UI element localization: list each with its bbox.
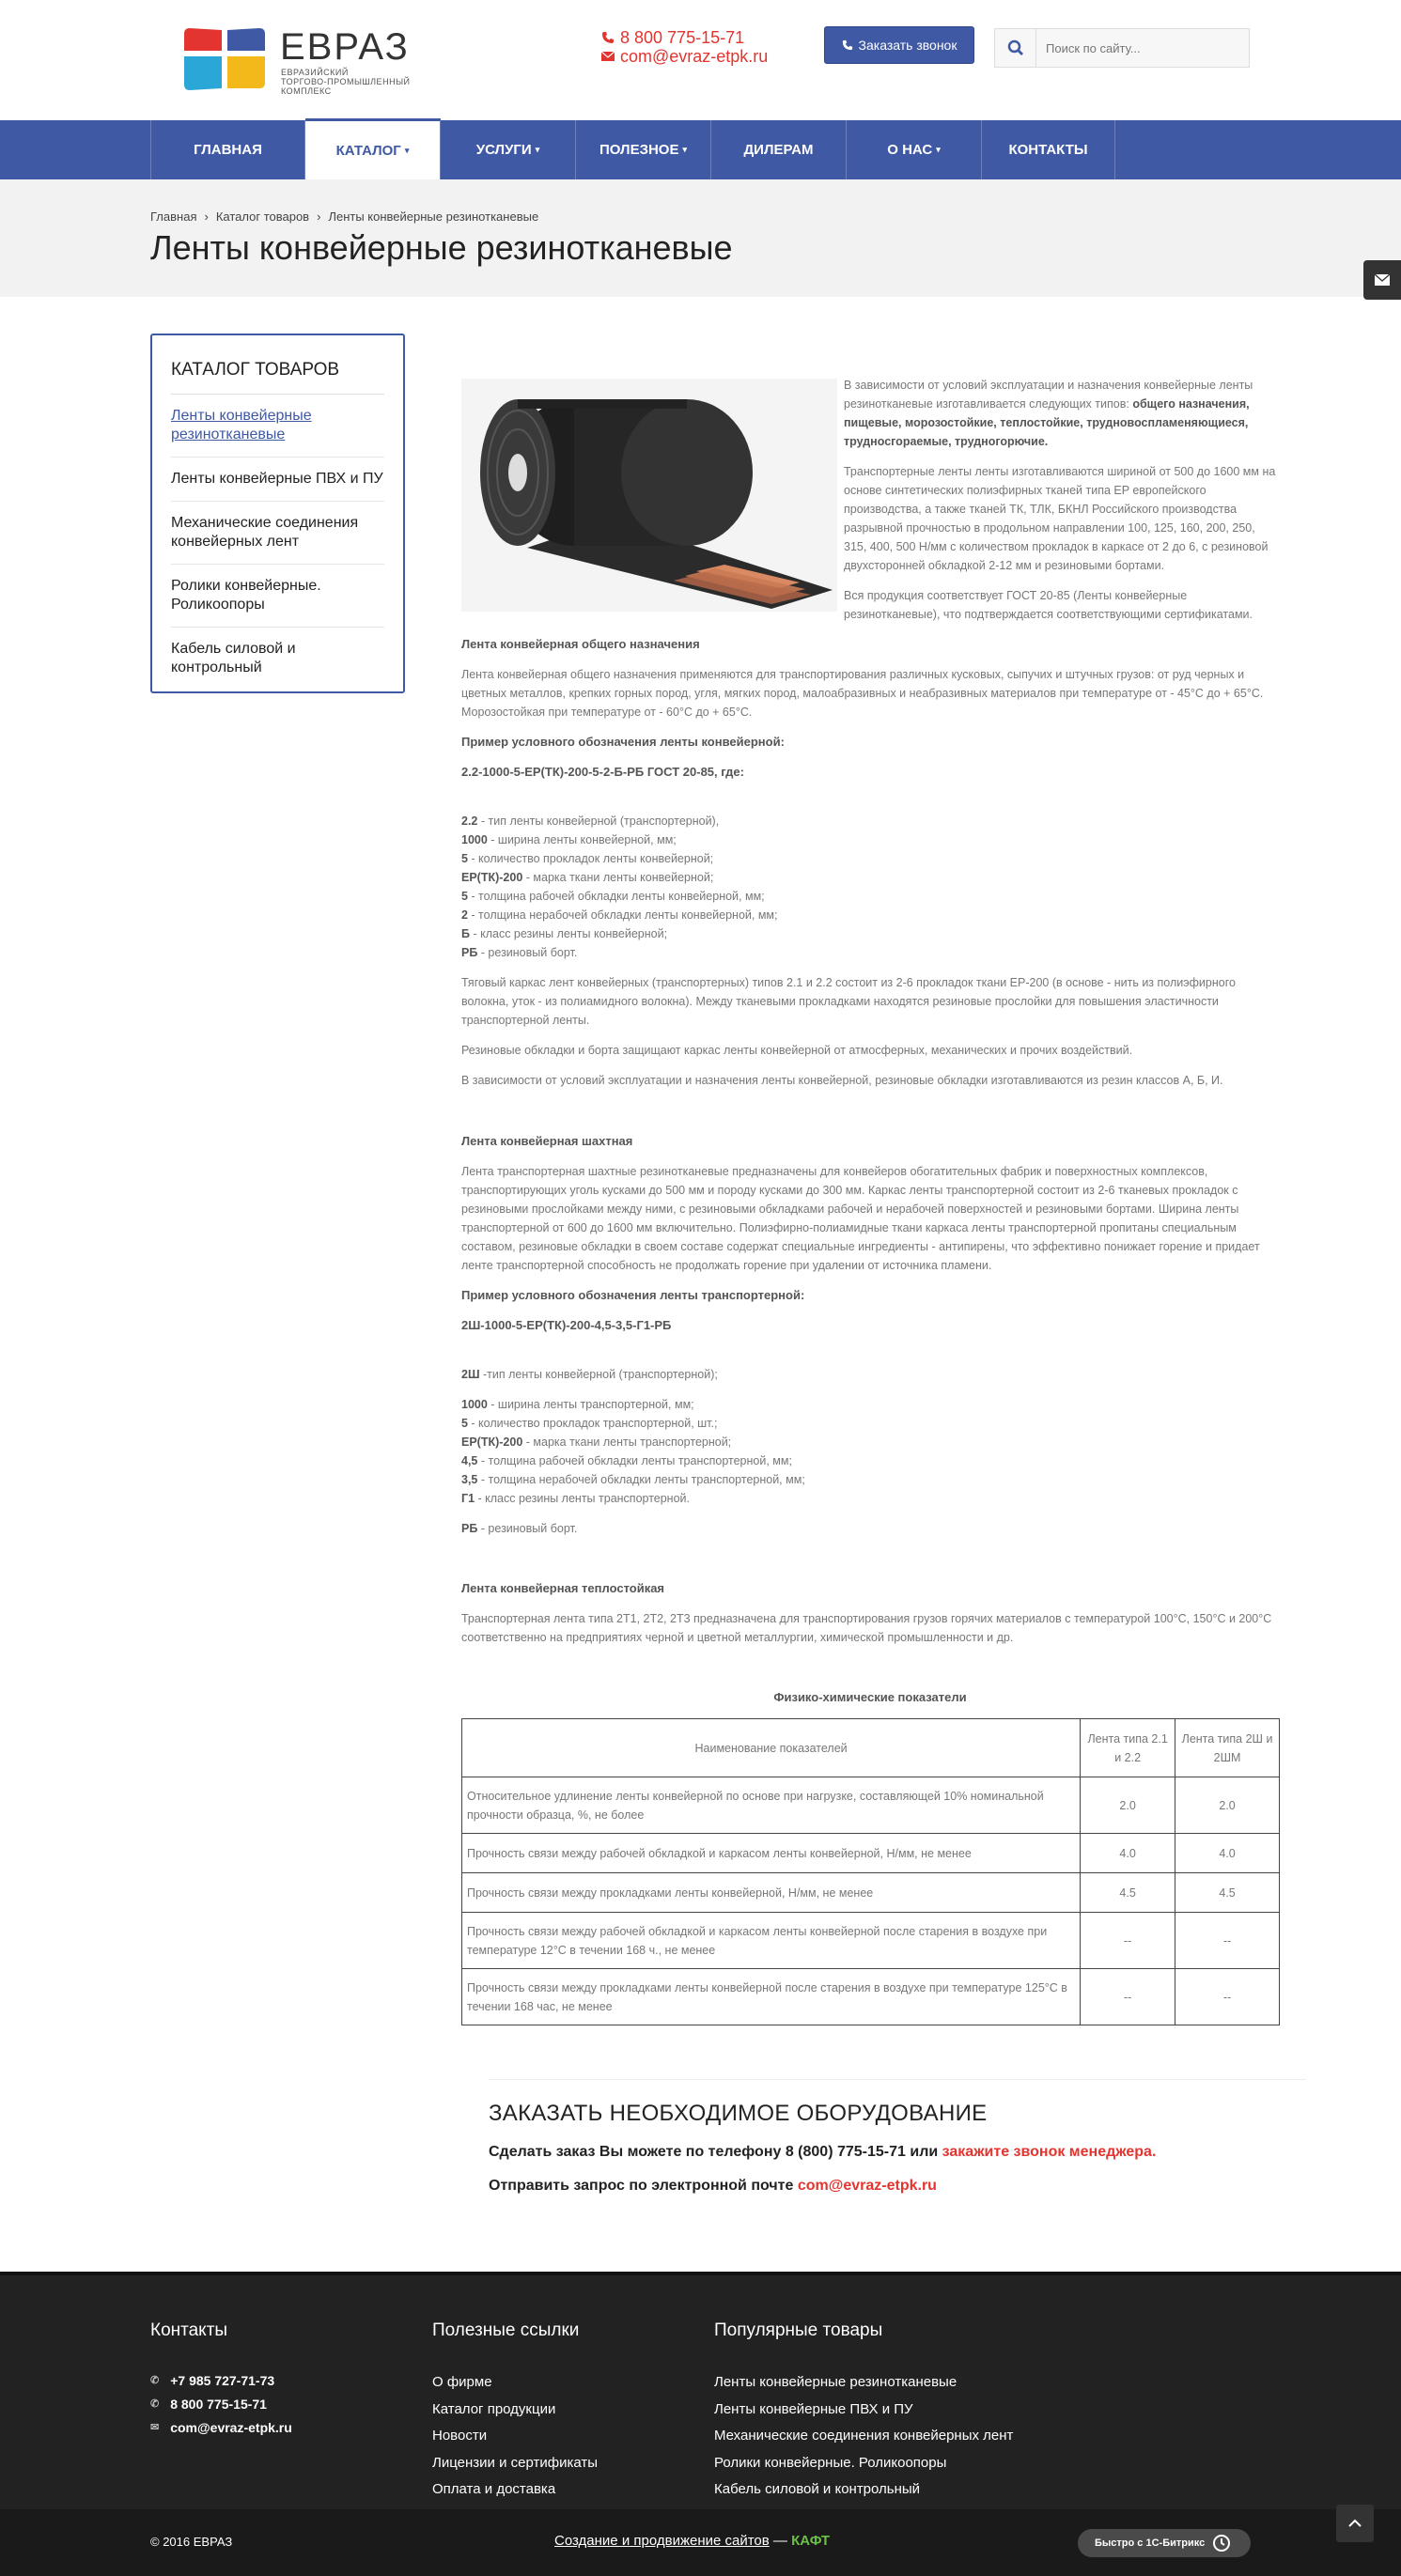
breadcrumb-current: Ленты конвейерные резинотканевые [328, 209, 539, 224]
clock-icon [1212, 2534, 1231, 2553]
order-email-link[interactable]: com@evraz-etpk.ru [797, 2178, 937, 2194]
section-paragraph: Транспортерная лента типа 2Т1, 2Т2, 2Т3 предназначена для транспортирования грузов горячих материалов с температурой 100°С, 150°С и 200°С соответственно на предприятиях черной и цветной металлургии, химической промышленности и др. [461, 1612, 1272, 1644]
legend-item [461, 1414, 1279, 1433]
header-contacts [601, 28, 768, 66]
callback-button[interactable] [824, 26, 974, 64]
legend-item [461, 812, 1279, 830]
table-cell: 4.5 [1081, 1873, 1175, 1913]
order-email-text: Отправить запрос по электронной почте [489, 2178, 798, 2194]
sidebar-item-rubber-belts[interactable]: Ленты конвейерные резинотканевые [171, 395, 384, 458]
footer-contact-text: com@evraz-etpk.ru [170, 2420, 292, 2435]
bitrix-badge[interactable] [1078, 2529, 1251, 2557]
table-cell: -- [1175, 1913, 1280, 1969]
section-paragraph: Тяговый каркас лент конвейерных (транспортерных) типов 2.1 и 2.2 состоит из 2-6 прокладок ткани ЕР-200 (в основе - нить из полиэфирного волокна, уток - из полиамидного волокна). Между тканевыми прокладками находятся резиновые прослойки для повышения эластичности транспортерной ленты. [461, 976, 1236, 1027]
developer-separator: — [769, 2533, 792, 2549]
legend-value: -тип ленты конвейерной (транспортерной); [479, 1368, 718, 1381]
legend-value: - количество прокладок ленты конвейерной; [467, 852, 714, 865]
table-header-row [462, 1719, 1280, 1777]
legend-value: - класс резины ленты конвейерной; [469, 927, 668, 940]
legend-list [461, 1395, 1279, 1508]
chevron-up-icon [1348, 2519, 1362, 2528]
legend-key: ЕР(ТК)-200 [461, 871, 523, 884]
catalog-sidebar [150, 334, 405, 693]
section-heading: Лента конвейерная теплостойкая [461, 1581, 665, 1595]
nav-item-about[interactable] [847, 120, 982, 179]
legend-item [461, 906, 1279, 924]
footer-phone-free[interactable] [150, 2393, 292, 2416]
legend-item [461, 1395, 1279, 1414]
footer-link[interactable]: Лицензии и сертификаты [432, 2454, 599, 2471]
footer-link[interactable]: Оплата и доставка [432, 2481, 556, 2497]
legend-key: Б [461, 927, 470, 940]
legend-item [461, 1519, 1279, 1538]
caret-down-icon: ▾ [535, 145, 540, 154]
example-title: Пример условного обозначения ленты конвейерной: [461, 735, 785, 749]
search-box [994, 28, 1250, 68]
legend-key: 4,5 [461, 1454, 478, 1467]
nav-item-label: ПОЛЕЗНОЕ [599, 142, 679, 158]
conveyor-belt-image [461, 379, 837, 612]
legend-value: - толщина нерабочей обкладки ленты транспортерной, мм; [477, 1473, 805, 1486]
legend-key: 1000 [461, 1398, 488, 1411]
order-phone-line [489, 2144, 1306, 2161]
table-cell: 2.0 [1081, 1777, 1175, 1834]
nav-item-label: ГЛАВНАЯ [194, 142, 262, 158]
caret-down-icon: ▾ [682, 145, 688, 154]
copyright: © 2016 ЕВРАЗ [150, 2535, 233, 2549]
section-heading: Лента конвейерная общего назначения [461, 637, 700, 651]
legend-item [461, 868, 1279, 887]
footer-contacts-title: Контакты [150, 2320, 228, 2340]
legend-item [461, 1489, 1279, 1508]
order-email-line [489, 2178, 1306, 2195]
table-row [462, 1873, 1280, 1913]
example-title: Пример условного обозначения ленты транспортерной: [461, 1288, 805, 1302]
table-header: Наименование показателей [462, 1719, 1081, 1777]
nav-item-home[interactable] [151, 120, 305, 179]
legend-value: - марка ткани ленты транспортерной; [522, 1435, 732, 1449]
table-cell: Прочность связи между рабочей обкладкой и каркасом ленты конвейерной после старения в воздухе при температуре 12°С в течении 168 ч., не менее [462, 1913, 1081, 1969]
intro-paragraph-2: Транспортерные ленты ленты изготавливаются шириной от 500 до 1600 мм на основе синтетических полиэфирных тканей типа EP европейского производства, а также тканей ТК, ТЛК, БКНЛ Российского производства разрывной прочностью в продольном направлении 100, 125, 160, 200, 250, 315, 400, 500 Н/мм с количеством прокладок в каркасе от 2 до 6, с резиновой двухсторонней обкладкой 2-12 мм и резиновыми бортами. [844, 465, 1276, 572]
chevron-right-icon: › [317, 209, 321, 224]
site-header [0, 0, 1401, 120]
legend-key: ЕР(ТК)-200 [461, 1435, 523, 1449]
footer-popular-link[interactable]: Ленты конвейерные ПВХ и ПУ [714, 2400, 913, 2417]
legend-item [461, 849, 1279, 868]
logo-subtitle: ЕВРАЗИЙСКИЙ ТОРГОВО-ПРОМЫШЛЕННЫЙ КОМПЛЕКС [281, 68, 411, 96]
footer-bottom-bar [0, 2509, 1401, 2576]
legend-key: 5 [461, 890, 468, 903]
nav-item-dealers[interactable] [711, 120, 847, 179]
table-cell: 4.0 [1081, 1834, 1175, 1873]
legend-value: - марка ткани ленты конвейерной; [522, 871, 714, 884]
legend-item [461, 1451, 1279, 1470]
table-row [462, 1969, 1280, 2025]
nav-item-label: ДИЛЕРАМ [743, 142, 814, 158]
footer-link[interactable]: О фирме [432, 2374, 492, 2390]
section-paragraph: Резиновые обкладки и борта защищают каркас ленты конвейерной от атмосферных, механических и прочих воздействий. [461, 1044, 1133, 1057]
footer-email[interactable] [150, 2416, 292, 2440]
footer-contact-text: +7 985 727-71-73 [170, 2373, 275, 2388]
nav-item-label: КАТАЛОГ [335, 142, 401, 159]
order-phone-text: Сделать заказ Вы можете по телефону 8 (800) 775-15-71 или [489, 2144, 942, 2160]
legend-item [461, 830, 1279, 849]
footer-popular-title: Популярные товары [714, 2320, 883, 2340]
nav-item-label: КОНТАКТЫ [1008, 142, 1088, 158]
table-cell: 4.0 [1175, 1834, 1280, 1873]
nav-item-label: УСЛУГИ [475, 142, 532, 158]
legend-key: 2Ш [461, 1368, 480, 1381]
sidebar-title: КАТАЛОГ ТОВАРОВ [171, 360, 384, 395]
breadcrumb-catalog[interactable]: Каталог товаров [215, 209, 310, 224]
nav-item-label: О НАС [887, 142, 933, 158]
search-input[interactable] [1036, 29, 1249, 67]
section-heading: Лента конвейерная шахтная [461, 1134, 633, 1148]
section-heat-resistant [461, 1579, 1279, 1658]
table-cell: Относительное удлинение ленты конвейерной по основе при нагрузке, составляющей 10% номинальной прочности образца, %, не более [462, 1777, 1081, 1834]
footer-links-title: Полезные ссылки [432, 2320, 580, 2340]
intro-paragraph-3: Вся продукция соответствует ГОСТ 20-85 (Ленты конвейерные резинотканевые), что подтверждается соответствующими сертификатами. [844, 589, 1253, 621]
logo[interactable] [180, 26, 425, 96]
table-cell: 4.5 [1175, 1873, 1280, 1913]
nav-item-contacts[interactable] [982, 120, 1115, 179]
footer-popular [714, 2320, 1013, 2504]
order-callback-link[interactable]: закажите звонок менеджера. [942, 2144, 1157, 2160]
legend-key: 2 [461, 908, 468, 922]
site-footer [0, 2272, 1401, 2509]
logo-brand-text: ЕВРАЗ [280, 26, 410, 68]
main-nav [0, 120, 1401, 179]
example-code: 2.2-1000-5-ЕР(ТК)-200-5-2-Б-РБ ГОСТ 20-85, где: [461, 765, 744, 779]
legend-key: 2.2 [461, 815, 478, 828]
properties-table [461, 1718, 1280, 2025]
legend-value: - ширина ленты транспортерной, мм; [487, 1398, 694, 1411]
footer-phone-mobile[interactable] [150, 2369, 292, 2393]
legend-item [461, 1365, 1279, 1384]
table-cell: Прочность связи между прокладками ленты конвейерной, Н/мм, не менее [462, 1873, 1081, 1913]
table-row [462, 1777, 1280, 1834]
table-cell: 2.0 [1175, 1777, 1280, 1834]
page-header [0, 179, 1401, 297]
breadcrumb [150, 209, 538, 224]
table-cell: Прочность связи между рабочей обкладкой и каркасом ленты конвейерной, Н/мм, не менее [462, 1834, 1081, 1873]
footer-popular-link[interactable]: Механические соединения конвейерных лент [714, 2428, 1014, 2444]
breadcrumb-home[interactable]: Главная [150, 209, 197, 224]
logo-mark-icon [180, 26, 269, 92]
legend-value: - количество прокладок транспортерной, шт.; [467, 1417, 718, 1430]
table-header: Лента типа 2.1 и 2.2 [1081, 1719, 1175, 1777]
footer-link[interactable]: Новости [432, 2428, 488, 2444]
phone-icon [601, 31, 615, 44]
legend-item [461, 924, 1279, 943]
table-cell: Прочность связи между прокладками ленты конвейерной после старения в воздухе при температуре 125°С в течении 168 час, не менее [462, 1969, 1081, 2025]
search-button[interactable] [995, 29, 1036, 67]
envelope-icon [601, 51, 615, 62]
callback-button-label: Заказать звонок [858, 38, 957, 53]
nav-item-catalog[interactable] [305, 118, 441, 179]
nav-item-useful[interactable] [576, 120, 711, 179]
footer-popular-link[interactable]: Ролики конвейерные. Роликоопоры [714, 2454, 947, 2471]
caret-down-icon: ▾ [404, 145, 410, 155]
table-cell: -- [1081, 1913, 1175, 1969]
legend-value: - резиновый борт. [477, 946, 578, 959]
section-paragraph: Лента транспортерная шахтные резинотканевые предназначены для конвейеров обогатительных фабрик и поверхностных комплексов, транспортирующих уголь кусками до 500 мм и породу кусками до 300 мм. Каркас ленты транспортерной состоит из 2-6 тканевых прокладок с резиновыми прослойками между ними, с резиновыми обкладками рабочей и нерабочей поверхностей и резиновыми бортами. Ширина ленты транспортерной от 600 до 1600 мм включительно. Полиэфирно-полиамидные ткани каркаса ленты транспортерной пропитаны специальным составом, резиновые обкладки в своем составе содержат специальные ингредиенты - антипирены, что эффективно понижает горение и придает ленте транспортерной способность не продолжать горение при удалении от источника пламени. [461, 1165, 1260, 1272]
intro-text [844, 376, 1278, 635]
search-icon [1007, 39, 1024, 56]
order-block [489, 2079, 1306, 2195]
legend-value: - резиновый борт. [477, 1522, 578, 1535]
legend-key: 1000 [461, 833, 488, 846]
legend-key: РБ [461, 1522, 478, 1535]
sidebar-item-rollers[interactable]: Ролики конвейерные. Роликоопоры [171, 565, 384, 628]
sidebar-item-cable[interactable]: Кабель силовой и контрольный [171, 641, 296, 675]
header-phone[interactable] [601, 28, 768, 47]
table-header: Лента типа 2Ш и 2ШМ [1175, 1719, 1280, 1777]
example-code: 2Ш-1000-5-ЕР(ТК)-200-4,5-3,5-Г1-РБ [461, 1318, 672, 1332]
developer-link[interactable]: Создание и продвижение сайтов [554, 2533, 770, 2549]
legend-item [461, 943, 1279, 962]
chevron-right-icon: › [204, 209, 209, 224]
legend-value: - тип ленты конвейерной (транспортерной), [477, 815, 720, 828]
table-row [462, 1913, 1280, 1969]
legend-value: - ширина ленты конвейерной, мм; [487, 833, 677, 846]
section-general-purpose [461, 635, 1279, 1101]
legend-key: 5 [461, 1417, 468, 1430]
legend-value: - толщина рабочей обкладки ленты конвейерной, мм; [467, 890, 765, 903]
footer-contacts [150, 2320, 292, 2440]
intro-paragraph-1 [844, 376, 1278, 451]
sidebar-item-pvc-belts[interactable]: Ленты конвейерные ПВХ и ПУ [171, 458, 384, 502]
developer-credit [554, 2533, 830, 2549]
legend-item [461, 1433, 1279, 1451]
intro-p1-types: общего назначения, пищевые, морозостойкие, теплостойкие, трудновоспламеняющиеся, трудносгораемые, трудногорючие. [844, 397, 1250, 448]
section-paragraph: Лента конвейерная общего назначения применяются для транспортирования различных кусковых, сыпучих и штучных грузов: от руд черных и цветных металлов, крепких горных пород, угля, мягких пород, малоабразивных и неабразивных материалов при температуре от - 45°C до + 65°C. Морозостойкая при температуре от - 60°C до + 65°C. [461, 668, 1264, 719]
table-cell: -- [1081, 1969, 1175, 2025]
legend-value: - толщина нерабочей обкладки ленты конвейерной, мм; [467, 908, 778, 922]
header-email[interactable] [601, 47, 768, 66]
footer-popular-link[interactable]: Кабель силовой и контрольный [714, 2481, 921, 2497]
legend-list [461, 812, 1279, 962]
phone-icon: ✆ [150, 2375, 160, 2386]
developer-brand-link[interactable]: КАФТ [791, 2533, 831, 2549]
footer-popular-link[interactable]: Ленты конвейерные резинотканевые [714, 2374, 957, 2390]
footer-links [432, 2320, 598, 2504]
legend-item [461, 887, 1279, 906]
legend-key: РБ [461, 946, 478, 959]
envelope-icon: ✉ [150, 2422, 160, 2433]
feedback-tab[interactable] [1363, 260, 1401, 300]
phone-icon: ✆ [150, 2398, 160, 2410]
page-title: Ленты конвейерные резинотканевые [150, 228, 733, 267]
phone-icon [842, 39, 853, 51]
section-mine-belt [461, 1132, 1279, 1549]
legend-item [461, 1470, 1279, 1489]
bitrix-badge-label: Быстро с 1С-Битрикс [1095, 2537, 1206, 2549]
section-paragraph: В зависимости от условий эксплуатации и назначения ленты конвейерной, резиновые обкладки изготавливаются из резин классов А, Б, И. [461, 1074, 1223, 1087]
legend-key: 3,5 [461, 1473, 478, 1486]
legend-key: Г1 [461, 1492, 475, 1505]
footer-contact-text: 8 800 775-15-71 [170, 2397, 267, 2412]
sidebar-item-mechanical-joints[interactable]: Механические соединения конвейерных лент [171, 502, 384, 565]
caret-down-icon: ▾ [936, 145, 941, 154]
legend-key: 5 [461, 852, 468, 865]
table-row [462, 1834, 1280, 1873]
scroll-to-top-button[interactable] [1336, 2505, 1374, 2542]
nav-item-services[interactable] [441, 120, 576, 179]
intro-p1-text: В зависимости от условий эксплуатации и назначения конвейерные ленты резинотканевые изготавливается следующих типов: [844, 379, 1253, 411]
envelope-icon [1375, 274, 1390, 286]
header-email-text: com@evraz-etpk.ru [620, 47, 769, 66]
header-phone-text: 8 800 775-15-71 [620, 28, 745, 47]
table-caption: Физико-химические показатели [773, 1690, 967, 1704]
legend-value: - толщина рабочей обкладки ленты транспортерной, мм; [477, 1454, 792, 1467]
order-title: ЗАКАЗАТЬ НЕОБХОДИМОЕ ОБОРУДОВАНИЕ [489, 2101, 988, 2126]
legend-value: - класс резины ленты транспортерной. [475, 1492, 690, 1505]
table-cell: -- [1175, 1969, 1280, 2025]
footer-link[interactable]: Каталог продукции [432, 2400, 556, 2417]
